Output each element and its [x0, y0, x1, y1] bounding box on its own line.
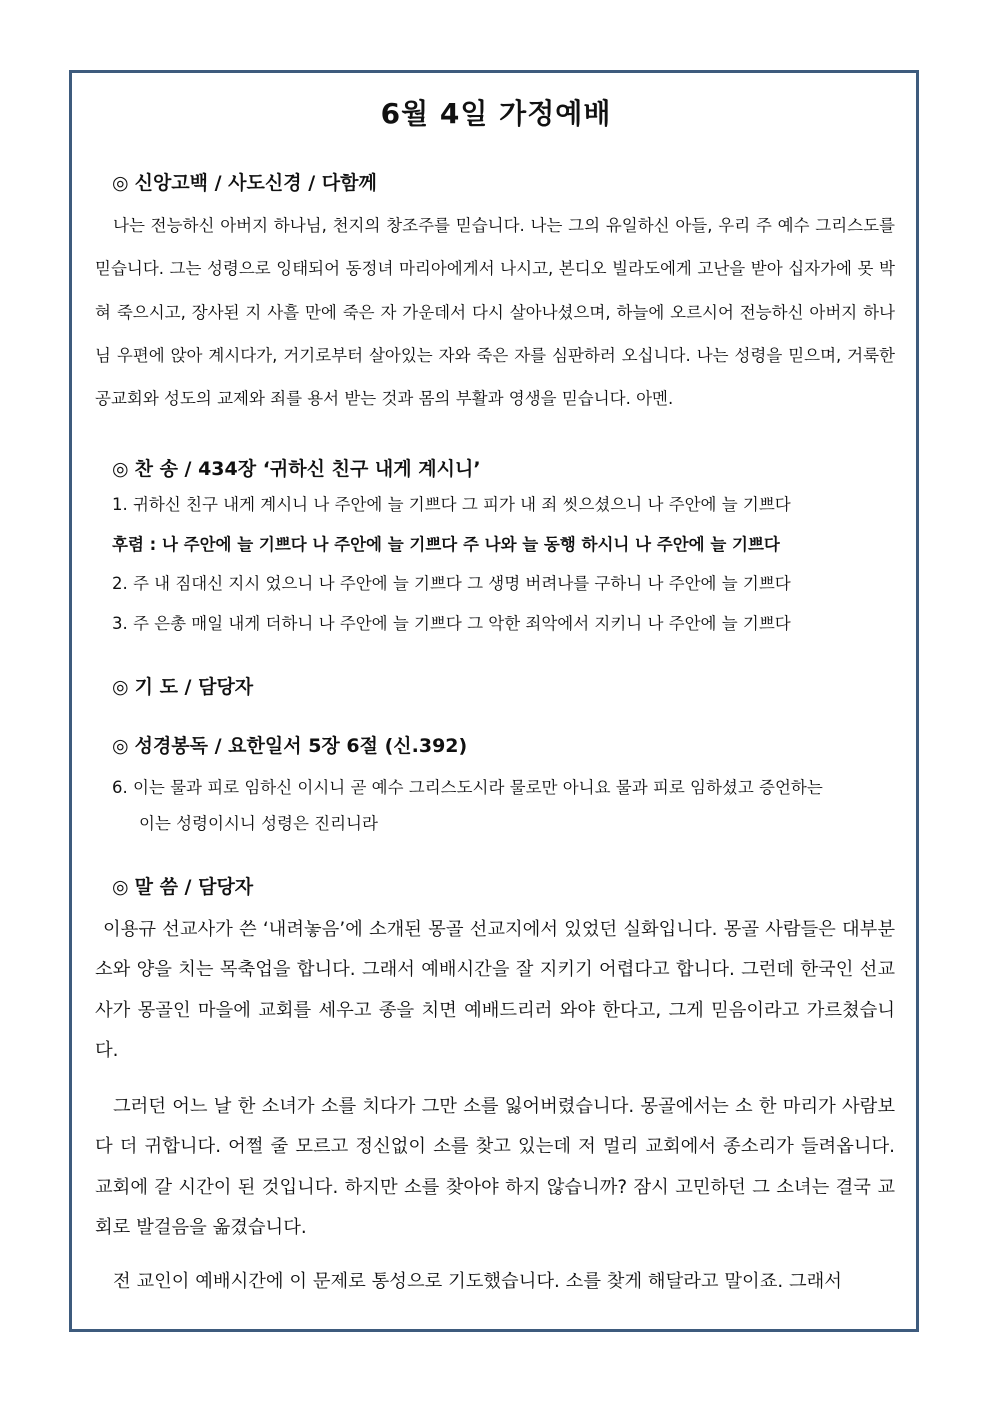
prayer-heading-text: 기 도 / 담당자 — [134, 676, 254, 698]
sermon-heading-text: 말 씀 / 담당자 — [134, 876, 254, 898]
page-title: 6월 4일 가정예배 — [380, 97, 612, 130]
sermon-heading — [112, 872, 253, 899]
hymn-chorus: 후렴 : 나 주안에 늘 기쁘다 나 주안에 늘 기쁘다 주 나와 늘 동행 하시니 나 주안에 늘 기쁘다 — [112, 535, 780, 554]
section-mark: ◎ — [112, 172, 129, 194]
reading-verse-line-2: 이는 성령이시니 성령은 진리니라 — [139, 814, 378, 833]
hymn-verse-3: 3. 주 은총 매일 내게 더하니 나 주안에 늘 기쁘다 그 악한 죄악에서 지키니 나 주안에 늘 기쁘다 — [112, 614, 791, 633]
section-mark: ◎ — [112, 735, 129, 757]
section-mark: ◎ — [112, 676, 129, 698]
section-mark: ◎ — [112, 458, 129, 480]
hymn-heading — [112, 454, 481, 481]
creed-heading-text: 신앙고백 / 사도신경 / 다함께 — [134, 172, 377, 194]
creed-text: 나는 전능하신 아버지 하나님, 천지의 창조주를 믿습니다. 나는 그의 유일하신 아들, 우리 주 예수 그리스도를 믿습니다. 그는 성령으로 잉태되어 동정녀 마리아에게서 나시고, 본디오 빌라도에게 고난을 받아 십자가에 못 박혀 죽으시고, 장사된 지 사흘 만에 죽은 자 가운데서 다시 살아나셨으며, 하늘에 오르시어 전능하신 아버지 하나님 우편에 앉아 계시다가, 거기로부터 살아있는 자와 죽은 자를 심판하러 오십니다. 나는 성령을 믿으며, 거룩한 공교회와 성도의 교제와 죄를 용서 받는 것과 몸의 부활과 영생을 믿습니다. 아멘. — [95, 216, 895, 409]
hymn-verse-2: 2. 주 내 짐대신 지시 었으니 나 주안에 늘 기쁘다 그 생명 버려나를 구하니 나 주안에 늘 기쁘다 — [112, 574, 791, 593]
hymn-verse-1: 1. 귀하신 친구 내게 계시니 나 주안에 늘 기쁘다 그 피가 내 죄 씻으셨으니 나 주안에 늘 기쁘다 — [112, 495, 791, 514]
sermon-paragraph-2: 그러던 어느 날 한 소녀가 소를 치다가 그만 소를 잃어버렸습니다. 몽골에서는 소 한 마리가 사람보다 더 귀합니다. 어쩔 줄 모르고 정신없이 소를 찾고 있는데 저 멀리 교회에서 종소리가 들려옵니다. 교회에 갈 시간이 된 것입니다. 하지만 소를 찾아야 하지 않습니까? 잠시 고민하던 그 소녀는 결국 교회로 발걸음을 옮겼습니다. — [95, 1096, 895, 1238]
creed-heading — [112, 168, 377, 195]
reading-verse — [112, 770, 823, 842]
sermon-paragraph-1: 이용규 선교사가 쓴 ‘내려놓음’에 소개된 몽골 선교지에서 있었던 실화입니다. 몽골 사람들은 대부분 소와 양을 치는 목축업을 합니다. 그래서 예배시간을 잘 지키기 어렵다고 합니다. 그런데 한국인 선교사가 몽골인 마을에 교회를 세우고 종을 치면 예배드리러 와야 한다고, 그게 믿음이라고 가르쳤습니다. — [95, 919, 895, 1061]
prayer-heading — [112, 672, 253, 699]
reading-heading-text: 성경봉독 / 요한일서 5장 6절 (신.392) — [134, 735, 468, 757]
sermon-paragraph-3: 전 교인이 예배시간에 이 문제로 통성으로 기도했습니다. 소를 찾게 해달라고 말이죠. 그래서 — [113, 1271, 842, 1292]
reading-heading — [112, 731, 467, 758]
reading-verse-line-1: 6. 이는 물과 피로 임하신 이시니 곧 예수 그리스도시라 물로만 아니요 물과 피로 임하셨고 증언하는 — [112, 778, 823, 797]
section-mark: ◎ — [112, 876, 129, 898]
hymn-heading-text: 찬 송 / 434장 ‘귀하신 친구 내게 계시니’ — [134, 458, 481, 480]
